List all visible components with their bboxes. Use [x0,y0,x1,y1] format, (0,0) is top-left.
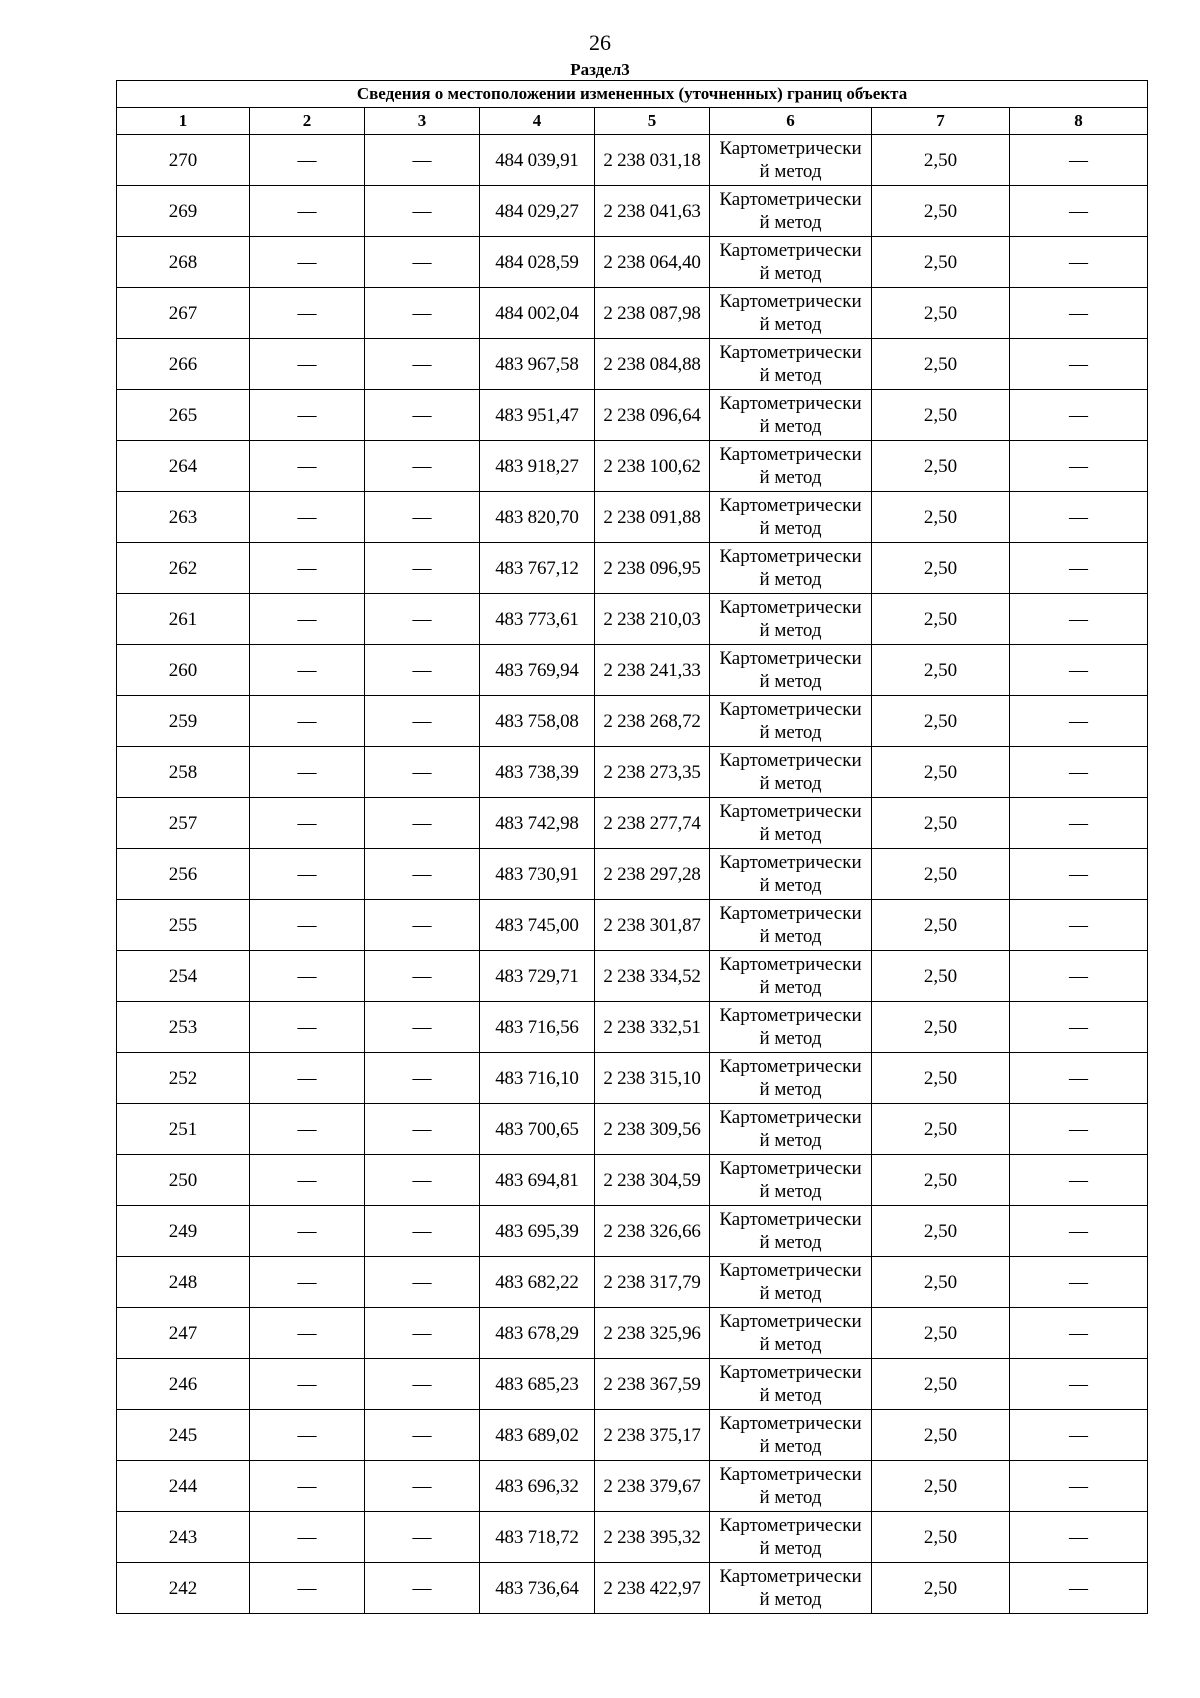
empty-value-cell: — [1010,1512,1148,1563]
point-number-cell: 259 [117,696,250,747]
y-coordinate-cell: 2 238 325,96 [595,1308,710,1359]
accuracy-cell: 2,50 [872,237,1010,288]
empty-value-cell: — [1010,441,1148,492]
x-coordinate-cell: 483 773,61 [480,594,595,645]
method-cell: Картометрически й метод [710,645,872,696]
accuracy-cell: 2,50 [872,492,1010,543]
y-coordinate-cell: 2 238 317,79 [595,1257,710,1308]
method-cell: Картометрически й метод [710,1461,872,1512]
accuracy-cell: 2,50 [872,1512,1010,1563]
empty-value-cell: — [365,237,480,288]
table-row [117,645,1148,696]
empty-value-cell: — [365,747,480,798]
empty-value-cell: — [1010,951,1148,1002]
table-row [117,135,1148,186]
method-cell: Картометрически й метод [710,798,872,849]
table-row [117,1104,1148,1155]
method-cell: Картометрически й метод [710,1155,872,1206]
table-row [117,798,1148,849]
empty-value-cell: — [365,339,480,390]
y-coordinate-cell: 2 238 041,63 [595,186,710,237]
accuracy-cell: 2,50 [872,798,1010,849]
table-row [117,390,1148,441]
empty-value-cell: — [365,1002,480,1053]
point-number-cell: 251 [117,1104,250,1155]
point-number-cell: 267 [117,288,250,339]
empty-value-cell: — [365,390,480,441]
x-coordinate-cell: 483 918,27 [480,441,595,492]
y-coordinate-cell: 2 238 334,52 [595,951,710,1002]
point-number-cell: 260 [117,645,250,696]
table-row [117,1002,1148,1053]
method-cell: Картометрически й метод [710,1053,872,1104]
boundary-coordinates-table [116,80,1148,1614]
empty-value-cell: — [250,798,365,849]
table-row [117,1155,1148,1206]
method-cell: Картометрически й метод [710,1206,872,1257]
empty-value-cell: — [365,594,480,645]
table-row [117,1410,1148,1461]
point-number-cell: 265 [117,390,250,441]
column-number-header: 4 [480,108,595,135]
x-coordinate-cell: 483 689,02 [480,1410,595,1461]
empty-value-cell: — [250,441,365,492]
accuracy-cell: 2,50 [872,1206,1010,1257]
empty-value-cell: — [250,237,365,288]
method-cell: Картометрически й метод [710,1359,872,1410]
x-coordinate-cell: 483 696,32 [480,1461,595,1512]
method-cell: Картометрически й метод [710,1104,872,1155]
empty-value-cell: — [250,1461,365,1512]
method-cell: Картометрически й метод [710,1563,872,1614]
empty-value-cell: — [1010,594,1148,645]
x-coordinate-cell: 483 745,00 [480,900,595,951]
x-coordinate-cell: 483 769,94 [480,645,595,696]
x-coordinate-cell: 483 682,22 [480,1257,595,1308]
empty-value-cell: — [250,1002,365,1053]
y-coordinate-cell: 2 238 375,17 [595,1410,710,1461]
y-coordinate-cell: 2 238 304,59 [595,1155,710,1206]
method-cell: Картометрически й метод [710,1257,872,1308]
accuracy-cell: 2,50 [872,339,1010,390]
table-row [117,1053,1148,1104]
table-row [117,186,1148,237]
table-row [117,1512,1148,1563]
point-number-cell: 263 [117,492,250,543]
empty-value-cell: — [1010,339,1148,390]
method-cell: Картометрически й метод [710,1410,872,1461]
method-cell: Картометрически й метод [710,747,872,798]
empty-value-cell: — [1010,696,1148,747]
empty-value-cell: — [365,441,480,492]
empty-value-cell: — [365,492,480,543]
empty-value-cell: — [1010,849,1148,900]
x-coordinate-cell: 483 700,65 [480,1104,595,1155]
x-coordinate-cell: 483 716,56 [480,1002,595,1053]
x-coordinate-cell: 483 695,39 [480,1206,595,1257]
empty-value-cell: — [365,696,480,747]
method-cell: Картометрически й метод [710,1002,872,1053]
point-number-cell: 264 [117,441,250,492]
method-cell: Картометрически й метод [710,696,872,747]
empty-value-cell: — [365,798,480,849]
y-coordinate-cell: 2 238 087,98 [595,288,710,339]
empty-value-cell: — [250,1359,365,1410]
accuracy-cell: 2,50 [872,1155,1010,1206]
method-cell: Картометрически й метод [710,237,872,288]
point-number-cell: 244 [117,1461,250,1512]
empty-value-cell: — [250,1257,365,1308]
table-caption: Сведения о местоположении измененных (уточненных) границ объекта [117,81,1148,108]
point-number-cell: 254 [117,951,250,1002]
empty-value-cell: — [250,1308,365,1359]
empty-value-cell: — [250,390,365,441]
accuracy-cell: 2,50 [872,1053,1010,1104]
table-row [117,237,1148,288]
accuracy-cell: 2,50 [872,696,1010,747]
empty-value-cell: — [250,900,365,951]
method-cell: Картометрически й метод [710,339,872,390]
y-coordinate-cell: 2 238 367,59 [595,1359,710,1410]
point-number-cell: 262 [117,543,250,594]
x-coordinate-cell: 483 820,70 [480,492,595,543]
point-number-cell: 257 [117,798,250,849]
empty-value-cell: — [1010,1308,1148,1359]
x-coordinate-cell: 484 028,59 [480,237,595,288]
empty-value-cell: — [250,1512,365,1563]
point-number-cell: 247 [117,1308,250,1359]
y-coordinate-cell: 2 238 297,28 [595,849,710,900]
point-number-cell: 245 [117,1410,250,1461]
empty-value-cell: — [365,1410,480,1461]
y-coordinate-cell: 2 238 241,33 [595,645,710,696]
x-coordinate-cell: 483 736,64 [480,1563,595,1614]
column-number-header: 2 [250,108,365,135]
point-number-cell: 261 [117,594,250,645]
empty-value-cell: — [250,1155,365,1206]
point-number-cell: 266 [117,339,250,390]
table-row [117,1308,1148,1359]
accuracy-cell: 2,50 [872,186,1010,237]
table-row [117,849,1148,900]
y-coordinate-cell: 2 238 268,72 [595,696,710,747]
accuracy-cell: 2,50 [872,849,1010,900]
empty-value-cell: — [1010,1359,1148,1410]
empty-value-cell: — [1010,390,1148,441]
empty-value-cell: — [250,492,365,543]
y-coordinate-cell: 2 238 379,67 [595,1461,710,1512]
accuracy-cell: 2,50 [872,1257,1010,1308]
x-coordinate-cell: 483 967,58 [480,339,595,390]
table-row [117,696,1148,747]
point-number-cell: 268 [117,237,250,288]
empty-value-cell: — [250,951,365,1002]
method-cell: Картометрически й метод [710,135,872,186]
table-row [117,594,1148,645]
accuracy-cell: 2,50 [872,645,1010,696]
empty-value-cell: — [250,645,365,696]
method-cell: Картометрически й метод [710,186,872,237]
empty-value-cell: — [365,1359,480,1410]
empty-value-cell: — [365,1155,480,1206]
empty-value-cell: — [365,543,480,594]
accuracy-cell: 2,50 [872,1308,1010,1359]
table-row [117,1461,1148,1512]
method-cell: Картометрически й метод [710,390,872,441]
empty-value-cell: — [1010,1563,1148,1614]
y-coordinate-cell: 2 238 326,66 [595,1206,710,1257]
y-coordinate-cell: 2 238 301,87 [595,900,710,951]
table-row [117,288,1148,339]
table-row [117,339,1148,390]
y-coordinate-cell: 2 238 422,97 [595,1563,710,1614]
empty-value-cell: — [365,1257,480,1308]
point-number-cell: 252 [117,1053,250,1104]
empty-value-cell: — [365,951,480,1002]
method-cell: Картометрически й метод [710,849,872,900]
x-coordinate-cell: 484 002,04 [480,288,595,339]
accuracy-cell: 2,50 [872,390,1010,441]
x-coordinate-cell: 483 758,08 [480,696,595,747]
point-number-cell: 242 [117,1563,250,1614]
empty-value-cell: — [250,288,365,339]
point-number-cell: 270 [117,135,250,186]
empty-value-cell: — [1010,543,1148,594]
point-number-cell: 253 [117,1002,250,1053]
x-coordinate-cell: 483 742,98 [480,798,595,849]
x-coordinate-cell: 484 039,91 [480,135,595,186]
empty-value-cell: — [250,135,365,186]
empty-value-cell: — [250,747,365,798]
table-row [117,1563,1148,1614]
empty-value-cell: — [250,1410,365,1461]
accuracy-cell: 2,50 [872,951,1010,1002]
column-number-header: 8 [1010,108,1148,135]
table-body [117,135,1148,1614]
point-number-cell: 248 [117,1257,250,1308]
column-number-header: 6 [710,108,872,135]
x-coordinate-cell: 483 694,81 [480,1155,595,1206]
method-cell: Картометрически й метод [710,900,872,951]
column-number-header: 3 [365,108,480,135]
x-coordinate-cell: 483 738,39 [480,747,595,798]
table-caption-row [117,81,1148,108]
accuracy-cell: 2,50 [872,747,1010,798]
empty-value-cell: — [365,1206,480,1257]
x-coordinate-cell: 483 729,71 [480,951,595,1002]
accuracy-cell: 2,50 [872,1563,1010,1614]
method-cell: Картометрически й метод [710,594,872,645]
empty-value-cell: — [250,1206,365,1257]
point-number-cell: 269 [117,186,250,237]
empty-value-cell: — [365,849,480,900]
empty-value-cell: — [1010,492,1148,543]
x-coordinate-cell: 483 767,12 [480,543,595,594]
accuracy-cell: 2,50 [872,1359,1010,1410]
accuracy-cell: 2,50 [872,1461,1010,1512]
table-row [117,492,1148,543]
empty-value-cell: — [1010,1155,1148,1206]
empty-value-cell: — [365,1461,480,1512]
table-row [117,543,1148,594]
x-coordinate-cell: 483 730,91 [480,849,595,900]
empty-value-cell: — [365,186,480,237]
table-row [117,951,1148,1002]
y-coordinate-cell: 2 238 277,74 [595,798,710,849]
empty-value-cell: — [250,594,365,645]
empty-value-cell: — [1010,1002,1148,1053]
empty-value-cell: — [1010,1410,1148,1461]
y-coordinate-cell: 2 238 210,03 [595,594,710,645]
y-coordinate-cell: 2 238 084,88 [595,339,710,390]
table-row [117,1206,1148,1257]
empty-value-cell: — [1010,186,1148,237]
accuracy-cell: 2,50 [872,1410,1010,1461]
accuracy-cell: 2,50 [872,900,1010,951]
y-coordinate-cell: 2 238 064,40 [595,237,710,288]
accuracy-cell: 2,50 [872,1104,1010,1155]
y-coordinate-cell: 2 238 273,35 [595,747,710,798]
empty-value-cell: — [1010,645,1148,696]
empty-value-cell: — [365,1512,480,1563]
table-row [117,747,1148,798]
empty-value-cell: — [1010,1053,1148,1104]
point-number-cell: 246 [117,1359,250,1410]
empty-value-cell: — [365,645,480,696]
method-cell: Картометрически й метод [710,492,872,543]
empty-value-cell: — [1010,798,1148,849]
empty-value-cell: — [250,1563,365,1614]
point-number-cell: 250 [117,1155,250,1206]
accuracy-cell: 2,50 [872,441,1010,492]
empty-value-cell: — [1010,1461,1148,1512]
y-coordinate-cell: 2 238 395,32 [595,1512,710,1563]
empty-value-cell: — [365,1104,480,1155]
y-coordinate-cell: 2 238 096,95 [595,543,710,594]
empty-value-cell: — [365,1053,480,1104]
empty-value-cell: — [250,339,365,390]
empty-value-cell: — [365,900,480,951]
column-number-header: 7 [872,108,1010,135]
accuracy-cell: 2,50 [872,288,1010,339]
accuracy-cell: 2,50 [872,135,1010,186]
page-number: 26 [589,30,611,55]
y-coordinate-cell: 2 238 100,62 [595,441,710,492]
accuracy-cell: 2,50 [872,1002,1010,1053]
empty-value-cell: — [250,696,365,747]
table-row [117,900,1148,951]
accuracy-cell: 2,50 [872,594,1010,645]
empty-value-cell: — [1010,135,1148,186]
empty-value-cell: — [1010,1206,1148,1257]
empty-value-cell: — [1010,747,1148,798]
method-cell: Картометрически й метод [710,543,872,594]
method-cell: Картометрически й метод [710,951,872,1002]
column-number-header: 1 [117,108,250,135]
point-number-cell: 258 [117,747,250,798]
column-number-header: 5 [595,108,710,135]
y-coordinate-cell: 2 238 315,10 [595,1053,710,1104]
x-coordinate-cell: 484 029,27 [480,186,595,237]
empty-value-cell: — [250,543,365,594]
method-cell: Картометрически й метод [710,1308,872,1359]
empty-value-cell: — [1010,237,1148,288]
x-coordinate-cell: 483 951,47 [480,390,595,441]
point-number-cell: 256 [117,849,250,900]
column-number-row [117,108,1148,135]
empty-value-cell: — [250,1053,365,1104]
table-row [117,1257,1148,1308]
empty-value-cell: — [365,1563,480,1614]
empty-value-cell: — [1010,1104,1148,1155]
y-coordinate-cell: 2 238 091,88 [595,492,710,543]
x-coordinate-cell: 483 685,23 [480,1359,595,1410]
point-number-cell: 243 [117,1512,250,1563]
point-number-cell: 249 [117,1206,250,1257]
x-coordinate-cell: 483 678,29 [480,1308,595,1359]
table-row [117,1359,1148,1410]
x-coordinate-cell: 483 716,10 [480,1053,595,1104]
y-coordinate-cell: 2 238 332,51 [595,1002,710,1053]
accuracy-cell: 2,50 [872,543,1010,594]
y-coordinate-cell: 2 238 309,56 [595,1104,710,1155]
empty-value-cell: — [250,1104,365,1155]
method-cell: Картометрически й метод [710,288,872,339]
empty-value-cell: — [365,1308,480,1359]
section-title: Раздел3 [570,60,630,79]
empty-value-cell: — [365,135,480,186]
empty-value-cell: — [250,186,365,237]
x-coordinate-cell: 483 718,72 [480,1512,595,1563]
y-coordinate-cell: 2 238 096,64 [595,390,710,441]
y-coordinate-cell: 2 238 031,18 [595,135,710,186]
empty-value-cell: — [250,849,365,900]
empty-value-cell: — [365,288,480,339]
empty-value-cell: — [1010,900,1148,951]
empty-value-cell: — [1010,1257,1148,1308]
method-cell: Картометрически й метод [710,441,872,492]
empty-value-cell: — [1010,288,1148,339]
table-row [117,441,1148,492]
method-cell: Картометрически й метод [710,1512,872,1563]
point-number-cell: 255 [117,900,250,951]
